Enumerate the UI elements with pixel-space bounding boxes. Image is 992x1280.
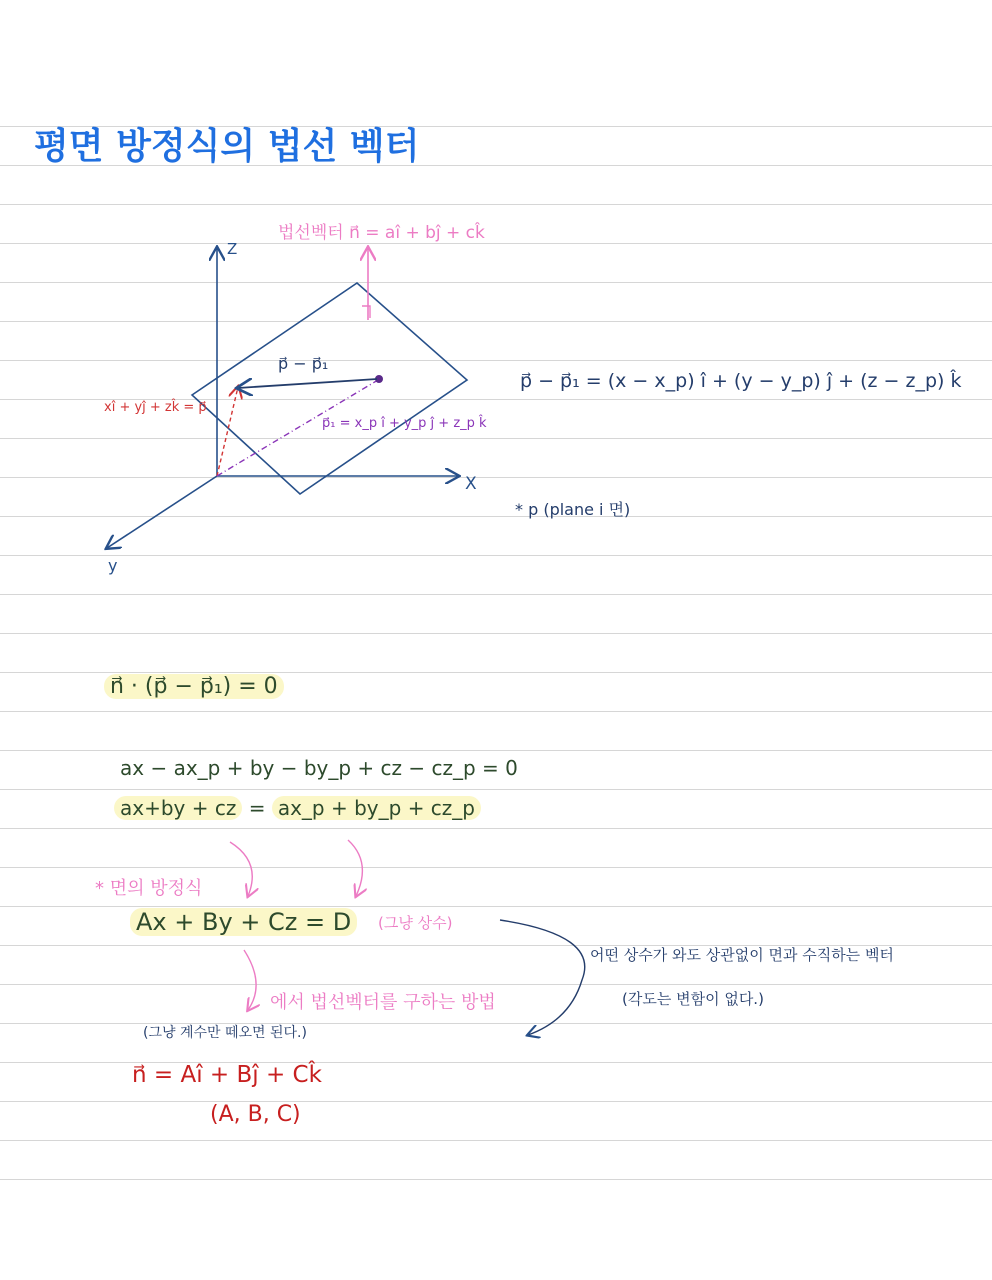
diff-vector-label: p⃗ − p⃗₁: [278, 354, 329, 373]
plane-shape: [192, 283, 467, 494]
plane-equation: [130, 908, 357, 936]
p-vector: [217, 387, 238, 476]
plane-equation-text: Ax + By + Cz = D: [130, 908, 357, 936]
side-note-angle: (각도는 변함이 없다.): [622, 990, 764, 1008]
rearranged-equals: =: [248, 796, 266, 820]
diff-vector: [238, 379, 377, 388]
method-note: 에서 법선벡터를 구하는 방법: [270, 992, 496, 1013]
arrow-side-note: [500, 920, 585, 1035]
plane-equation-heading: * 면의 방정식: [95, 878, 203, 899]
dot-product-equation: [104, 674, 284, 699]
rearranged-rhs: ax_p + by_p + cz_p: [272, 796, 481, 820]
y-axis: [107, 476, 217, 548]
page-title: 평면 방정식의 법선 벡터: [34, 126, 420, 167]
rearranged-lhs: ax+by + cz: [114, 796, 242, 820]
normal-vector-label: 법선벡터 n⃗ = aî + bĵ + ck̂: [278, 223, 485, 243]
y-axis-label: y: [108, 556, 118, 575]
normal-vector-tuple: (A, B, C): [210, 1102, 301, 1127]
constant-note: (그냥 상수): [378, 914, 453, 932]
normal-vector-result: n⃗ = Aî + Bĵ + Ck̂: [132, 1062, 322, 1088]
p1-vector-label: p⃗₁ = x_p î + y_p ĵ + z_p k̂: [322, 416, 487, 431]
coefficient-note: (그냥 계수만 떼오면 된다.): [143, 1025, 307, 1041]
arrow-to-A: [230, 842, 252, 896]
expanded-equation: ax − ax_p + by − by_p + cz − cz_p = 0: [120, 756, 518, 780]
side-note-perpendicular: 어떤 상수가 와도 상관없이 면과 수직하는 벡터: [590, 946, 894, 964]
axes: [107, 248, 458, 548]
z-axis-label: Z: [227, 240, 238, 258]
x-axis-label: X: [465, 474, 477, 494]
p-vector-label: xî + yĵ + zk̂ = p⃗: [104, 400, 207, 415]
arrow-to-method: [244, 950, 256, 1010]
diff-equation: p⃗ − p⃗₁ = (x − x_p) î + (y − y_p) ĵ + (z − z_p) k̂: [520, 370, 962, 392]
arrow-to-D: [348, 840, 362, 896]
dot-product-text: n⃗ · (p⃗ − p⃗₁) = 0: [104, 674, 284, 699]
rearranged-equation: [114, 796, 481, 820]
plane-note: * p (plane i 면): [515, 500, 631, 519]
